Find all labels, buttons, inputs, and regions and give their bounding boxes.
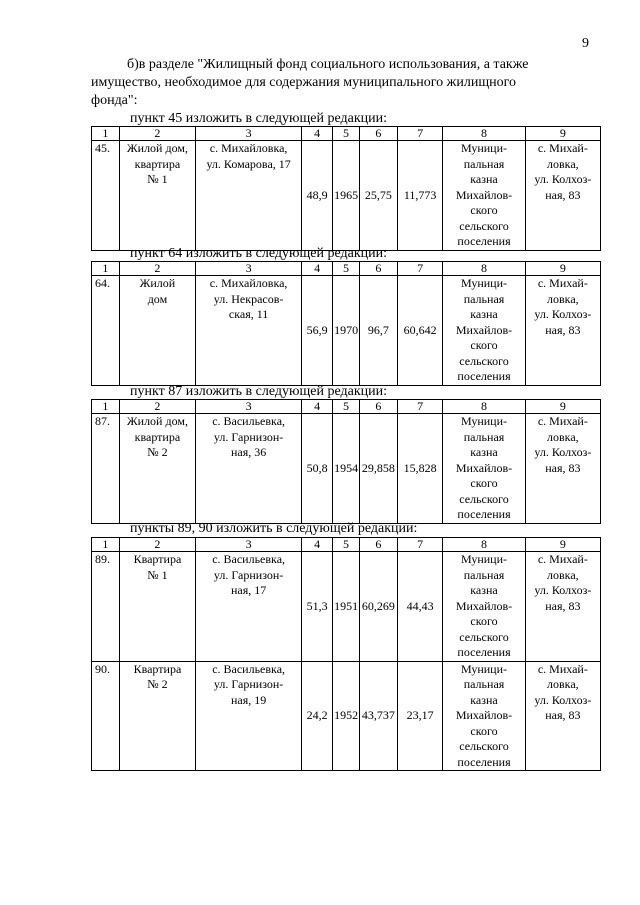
cell-line: Михайлов- [455, 187, 513, 202]
page-number: 9 [582, 36, 589, 51]
section-label-45: пункт 45 изложить в следующей редакции: [130, 111, 387, 126]
cell-line: ная, 83 [545, 187, 581, 202]
year: 1970 [333, 276, 360, 386]
cell-line: с. Михай- [537, 414, 588, 428]
cell-line: № 2 [147, 677, 168, 691]
cell-line: пальная [463, 429, 505, 444]
object-name [119, 276, 195, 386]
column-header: 4 [302, 262, 333, 276]
object-name [119, 141, 195, 251]
object-address [196, 661, 302, 771]
column-header-row [92, 262, 601, 276]
cell-line: сельского [459, 218, 509, 233]
column-header: 7 [397, 400, 442, 414]
column-header: 7 [397, 538, 442, 552]
cell-line: с. Михайловка, [209, 141, 288, 155]
holder-address [525, 414, 600, 524]
cell-line: ловка, [547, 677, 579, 691]
row-number: 87. [92, 414, 120, 524]
holder-address [525, 661, 600, 771]
cell-line: Михайлов- [455, 708, 513, 722]
cell-line: сельского [459, 629, 509, 644]
cell-line: ная, 83 [545, 708, 581, 722]
column-header: 7 [397, 127, 442, 141]
column-header: 5 [333, 538, 360, 552]
cell-line: казна [470, 307, 498, 321]
cell-line: поселения [457, 369, 511, 383]
cell-line: пальная [463, 156, 505, 171]
column-header: 8 [443, 538, 525, 552]
cell-line: ул. Гарнизон- [213, 567, 284, 582]
object-address [196, 276, 302, 386]
column-header: 6 [359, 538, 397, 552]
column-header: 9 [525, 262, 600, 276]
column-header: 2 [119, 127, 195, 141]
column-header-row [92, 538, 601, 552]
registry-table-87 [91, 399, 601, 524]
cell-line: поселения [457, 645, 511, 659]
cell-line: с. Михай- [537, 661, 588, 676]
cell-line: с. Михайловка, [209, 276, 288, 290]
value-col7: 44,43 [397, 552, 442, 662]
cell-line: с. Васильевка, [212, 414, 286, 428]
cell-line: ул. Комарова, 17 [206, 156, 291, 171]
object-name [119, 552, 195, 662]
column-header: 2 [119, 400, 195, 414]
section-label-87: пункт 87 изложить в следующей редакции: [130, 384, 387, 399]
registry-table-45 [91, 126, 601, 251]
cell-line: квартира [134, 429, 181, 444]
cell-line: поселения [457, 754, 511, 769]
cell-line: пальная [463, 677, 505, 691]
holder-address [525, 141, 600, 251]
cell-line: ского [470, 338, 498, 352]
column-header-row [92, 127, 601, 141]
object-address [196, 141, 302, 251]
cell-line: ная, 17 [230, 583, 267, 597]
year: 1965 [333, 141, 360, 251]
cell-line: ул. Колхоз- [534, 692, 592, 707]
cell-line: ная, 83 [545, 598, 581, 613]
column-header: 9 [525, 538, 600, 552]
cell-line: Муници- [460, 552, 508, 566]
column-header-row [92, 400, 601, 414]
column-header: 9 [525, 400, 600, 414]
table-row [92, 141, 601, 251]
column-header: 4 [302, 538, 333, 552]
cell-line: ул. Колхоз- [534, 172, 592, 186]
column-header: 2 [119, 262, 195, 276]
cell-line: с. Васильевка, [212, 552, 286, 566]
cell-line: Михайлов- [455, 460, 513, 475]
cell-line: Михайлов- [455, 598, 513, 613]
column-header: 3 [196, 538, 302, 552]
value-col6: 29,858 [359, 414, 397, 524]
intro-line-1: б)в разделе "Жилищный фонд социального использования, а также [127, 57, 529, 72]
object-address [196, 414, 302, 524]
cell-line: ул. Некрасов- [213, 291, 284, 306]
cell-line: № 1 [147, 567, 168, 582]
column-header: 3 [196, 127, 302, 141]
cell-line: с. Михай- [537, 276, 588, 290]
table-row [92, 552, 601, 662]
cell-line: ского [470, 723, 498, 738]
cell-line: ская, 11 [228, 307, 269, 321]
year: 1952 [333, 661, 360, 771]
object-address [196, 552, 302, 662]
cell-line: поселения [457, 507, 511, 521]
cell-line: ул. Колхоз- [534, 445, 592, 459]
cell-line: Муници- [460, 276, 508, 290]
cell-line: ная, 83 [545, 322, 581, 337]
column-header: 8 [443, 262, 525, 276]
cell-line: Муници- [460, 141, 508, 155]
holder [443, 552, 525, 662]
cell-line: Муници- [460, 661, 508, 676]
cell-line: казна [470, 583, 498, 597]
cell-line: поселения [457, 234, 511, 248]
column-header: 1 [92, 127, 120, 141]
area: 56,9 [302, 276, 333, 386]
cell-line: с. Михай- [537, 141, 588, 155]
cell-line: ная, 83 [545, 460, 581, 475]
cell-line: ловка, [547, 567, 579, 582]
holder [443, 414, 525, 524]
column-header: 7 [397, 262, 442, 276]
row-number: 90. [92, 661, 120, 771]
cell-line: Квартира [133, 552, 182, 566]
holder [443, 661, 525, 771]
column-header: 1 [92, 262, 120, 276]
value-col7: 23,17 [397, 661, 442, 771]
cell-line: ловка, [547, 156, 579, 171]
cell-line: ул. Колхоз- [534, 583, 592, 597]
area: 24,2 [302, 661, 333, 771]
registry-table-89-90 [91, 537, 601, 771]
column-header: 9 [525, 127, 600, 141]
row-number: 45. [92, 141, 120, 251]
area: 51,3 [302, 552, 333, 662]
cell-line: Жилой [139, 276, 176, 290]
value-col6: 43,737 [359, 661, 397, 771]
column-header: 2 [119, 538, 195, 552]
column-header: 3 [196, 262, 302, 276]
value-col6: 25,75 [359, 141, 397, 251]
registry-table-64 [91, 261, 601, 386]
area: 50,8 [302, 414, 333, 524]
value-col7: 60,642 [397, 276, 442, 386]
cell-line: с. Васильевка, [212, 661, 286, 676]
column-header: 5 [333, 127, 360, 141]
section-label-89-90: пункты 89, 90 изложить в следующей редакции: [130, 521, 418, 536]
column-header: 8 [443, 400, 525, 414]
cell-line: ул. Колхоз- [534, 307, 592, 321]
cell-line: пальная [463, 567, 505, 582]
year: 1951 [333, 552, 360, 662]
cell-line: ная, 36 [230, 445, 267, 459]
cell-line: ул. Гарнизон- [213, 677, 284, 691]
value-col7: 11,773 [397, 141, 442, 251]
row-number: 89. [92, 552, 120, 662]
cell-line: ул. Гарнизон- [213, 429, 284, 444]
cell-line: казна [470, 692, 498, 707]
value-col6: 96,7 [359, 276, 397, 386]
intro-line-2: имущество, необходимое для содержания муниципального жилищного [91, 75, 516, 90]
intro-line-3: фонда": [91, 93, 138, 108]
cell-line: сельского [459, 739, 509, 753]
cell-line: ловка, [547, 429, 579, 444]
holder-address [525, 552, 600, 662]
area: 48,9 [302, 141, 333, 251]
cell-line: казна [470, 445, 498, 459]
table-row [92, 414, 601, 524]
intro-paragraph [91, 56, 601, 110]
cell-line: ского [470, 614, 498, 628]
cell-line: квартира [134, 156, 181, 171]
year: 1954 [333, 414, 360, 524]
column-header: 6 [359, 262, 397, 276]
holder [443, 276, 525, 386]
column-header: 1 [92, 538, 120, 552]
column-header: 5 [333, 400, 360, 414]
cell-line: дом [147, 291, 168, 306]
object-name [119, 661, 195, 771]
column-header: 5 [333, 262, 360, 276]
cell-line: Квартира [133, 661, 182, 676]
column-header: 8 [443, 127, 525, 141]
cell-line: Михайлов- [455, 322, 513, 337]
holder [443, 141, 525, 251]
object-name [119, 414, 195, 524]
cell-line: сельского [459, 491, 509, 506]
cell-line: № 2 [147, 445, 168, 459]
cell-line: ная, 19 [230, 692, 267, 707]
cell-line: № 1 [147, 172, 168, 186]
column-header: 3 [196, 400, 302, 414]
cell-line: ского [470, 476, 498, 490]
cell-line: Жилой дом, [126, 414, 188, 428]
holder-address [525, 276, 600, 386]
cell-line: сельского [459, 353, 509, 368]
cell-line: пальная [463, 291, 505, 306]
column-header: 6 [359, 400, 397, 414]
cell-line: казна [470, 172, 498, 186]
table-row [92, 661, 601, 771]
cell-line: с. Михай- [537, 552, 588, 566]
column-header: 1 [92, 400, 120, 414]
value-col6: 60,269 [359, 552, 397, 662]
column-header: 4 [302, 127, 333, 141]
cell-line: ского [470, 203, 498, 217]
column-header: 4 [302, 400, 333, 414]
cell-line: Жилой дом, [126, 141, 188, 155]
value-col7: 15,828 [397, 414, 442, 524]
column-header: 6 [359, 127, 397, 141]
section-label-64: пункт 64 изложить в следующей редакции: [130, 246, 387, 261]
cell-line: Муници- [460, 414, 508, 428]
row-number: 64. [92, 276, 120, 386]
table-row [92, 276, 601, 386]
cell-line: ловка, [547, 291, 579, 306]
